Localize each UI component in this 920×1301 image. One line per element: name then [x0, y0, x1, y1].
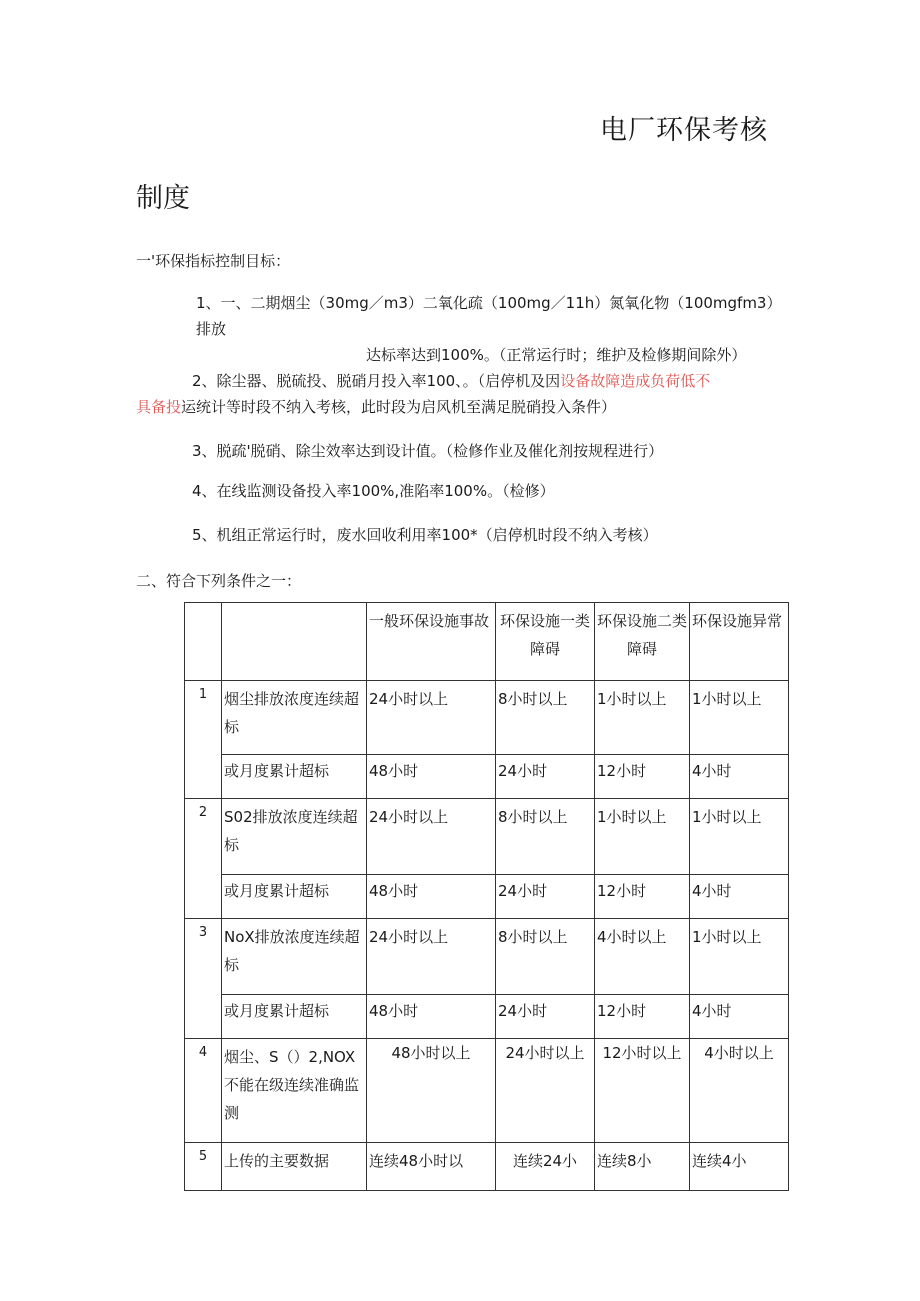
row-label: 烟尘排放浓度连续超标 [222, 681, 367, 755]
row-label: 或月度累计超标 [222, 995, 367, 1039]
table-cell: 1小时以上 [595, 681, 690, 755]
row-number: 4 [185, 1039, 222, 1143]
page-title-continued: 制度 [136, 183, 190, 214]
table-cell: 24小时以上 [496, 1039, 595, 1143]
table-row [185, 1143, 789, 1191]
table-cell: 12小时 [595, 875, 690, 919]
table-cell: 24小时以上 [367, 799, 496, 875]
table-row [185, 681, 789, 755]
table-cell: 8小时以上 [496, 799, 595, 875]
table-cell: 8小时以上 [496, 919, 595, 995]
table-row [185, 995, 789, 1039]
table-cell: 连续48小时以 [367, 1143, 496, 1191]
table-cell: 1小时以上 [595, 799, 690, 875]
table-cell: 8小时以上 [496, 681, 595, 755]
table-cell: 24小时 [496, 755, 595, 799]
row-label: 烟尘、S（）2,NOX不能在级连续准确监测 [222, 1039, 367, 1143]
table-cell: 12小时 [595, 755, 690, 799]
table-cell: 48小时 [367, 995, 496, 1039]
target-item-1 [196, 290, 791, 368]
table-row [185, 875, 789, 919]
row-label: 或月度累计超标 [222, 755, 367, 799]
table-row [185, 1039, 789, 1143]
table-cell: 48小时以上 [367, 1039, 496, 1143]
section-heading-conditions: 二、符合下列条件之一： [136, 572, 302, 590]
target-item-2 [192, 368, 710, 394]
row-number: 2 [185, 799, 222, 919]
table-row [185, 799, 789, 875]
target-item-4: 4、在线监测设备投入率100%,准陷率100%。（检修） [192, 482, 555, 500]
table-cell: 12小时以上 [595, 1039, 690, 1143]
target-item-2-highlight-2: 具备投 [136, 398, 182, 416]
target-item-1-line1: 1、一、二期烟尘（30mg／m3）二氧化疏（100mg／11h）氮氧化物（100mgfm3）排放 [196, 294, 782, 338]
table-cell: 24小时 [496, 995, 595, 1039]
table-cell: 24小时 [496, 875, 595, 919]
table-cell: 4小时 [690, 995, 789, 1039]
table-header-row [185, 603, 789, 681]
table-cell: 12小时 [595, 995, 690, 1039]
target-item-2-text-2: 运统计等时段不纳入考核，此时段为启风机至满足脱硝投入条件） [181, 398, 617, 416]
header-cell-abnormal: 环保设施异常 [690, 603, 789, 681]
table-cell: 连续4小 [690, 1143, 789, 1191]
header-cell-label [222, 603, 367, 681]
header-cell-class1: 环保设施一类障碍 [496, 603, 595, 681]
row-number: 5 [185, 1143, 222, 1191]
table-cell: 1小时以上 [690, 681, 789, 755]
page-title: 电厂环保考核 [600, 115, 768, 146]
row-label: S02排放浓度连续超标 [222, 799, 367, 875]
table-cell: 24小时以上 [367, 681, 496, 755]
table-row [185, 755, 789, 799]
section-heading-targets: 一'环保指标控制目标： [136, 252, 291, 270]
row-label: 或月度累计超标 [222, 875, 367, 919]
table-cell: 4小时 [690, 755, 789, 799]
row-number: 3 [185, 919, 222, 1039]
row-number: 1 [185, 681, 222, 799]
table-cell: 4小时以上 [595, 919, 690, 995]
table-cell: 48小时 [367, 755, 496, 799]
table-cell: 1小时以上 [690, 919, 789, 995]
row-label: 上传的主要数据 [222, 1143, 367, 1191]
table-row [185, 919, 789, 995]
table-cell: 4小时以上 [690, 1039, 789, 1143]
header-cell-num [185, 603, 222, 681]
header-cell-class2: 环保设施二类障碍 [595, 603, 690, 681]
header-cell-accident: 一般环保设施事故 [367, 603, 496, 681]
table-cell: 4小时 [690, 875, 789, 919]
table-cell: 48小时 [367, 875, 496, 919]
target-item-5: 5、机组正常运行时，废水回收利用率100*（启停机时段不纳入考核） [192, 526, 658, 544]
target-item-2-text: 2、除尘器、脱硫投、脱硝月投入率100、。（启停机及因 [192, 372, 561, 390]
table-cell: 1小时以上 [690, 799, 789, 875]
table-cell: 连续8小 [595, 1143, 690, 1191]
target-item-2-continued [136, 394, 616, 420]
conditions-table [184, 602, 789, 1191]
table-cell: 连续24小 [496, 1143, 595, 1191]
target-item-2-highlight: 设备故障造成负荷低不 [560, 372, 711, 390]
row-label: NoX排放浓度连续超标 [222, 919, 367, 995]
target-item-1-line2: 达标率达到100%。（正常运行时；维护及检修期间除外） [366, 346, 747, 364]
table-cell: 24小时以上 [367, 919, 496, 995]
target-item-3: 3、脱疏'脱硝、除尘效率达到设计值。（检修作业及催化剂按规程进行） [192, 442, 664, 460]
